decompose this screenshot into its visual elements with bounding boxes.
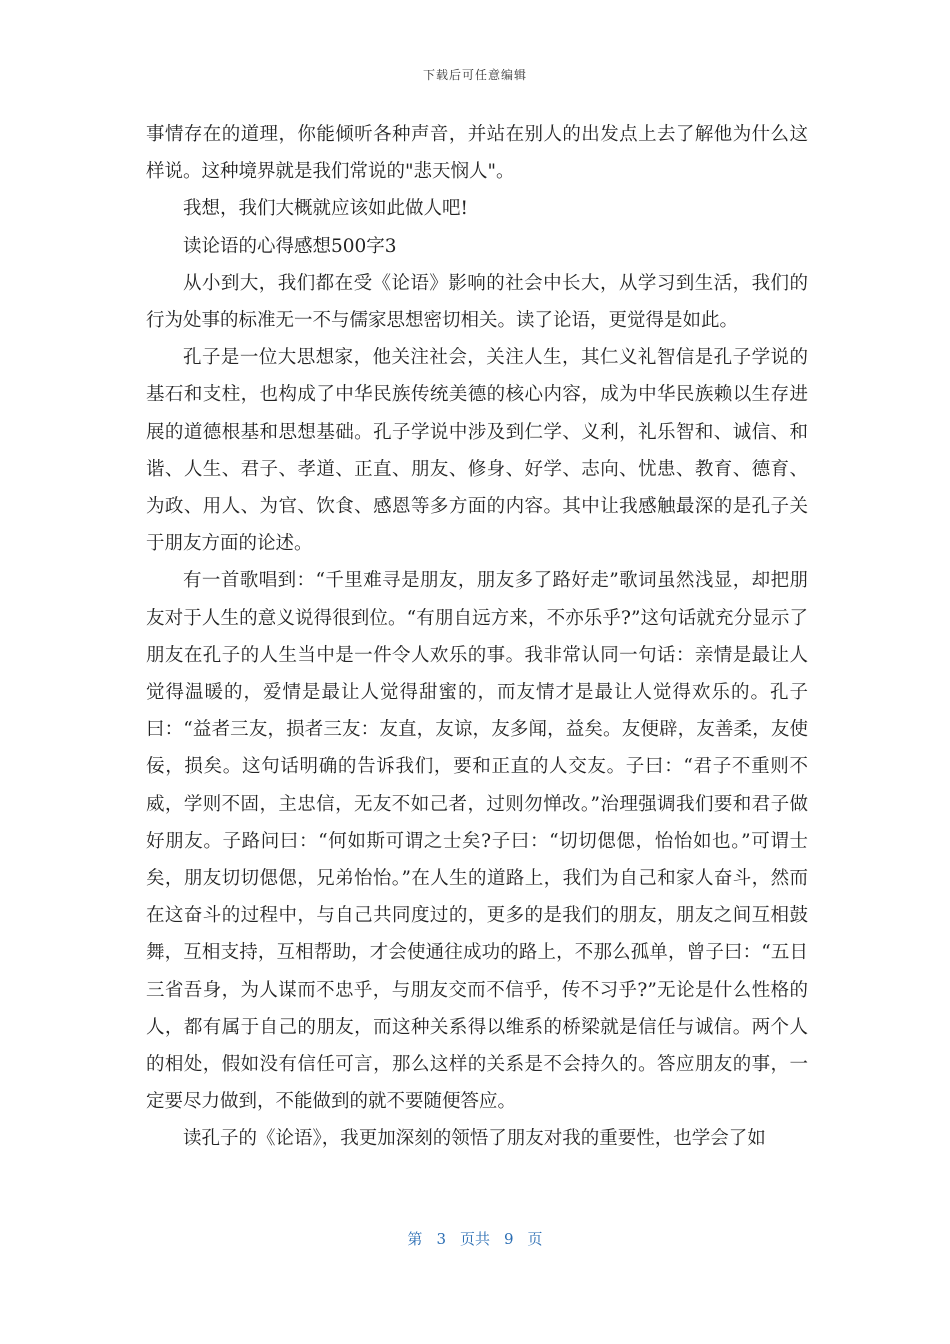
footer-middle: 页共 bbox=[459, 1230, 490, 1248]
footer-page-number: 3 bbox=[436, 1230, 446, 1248]
document-body bbox=[146, 116, 808, 1158]
paragraph: 有一首歌唱到：“千里难寻是朋友，朋友多了路好走”歌词虽然浅显，却把朋友对于人生的意义说得很到位。“有朋自远方来，不亦乐乎?”这句话就充分显示了朋友在孔子的人生当中是一件令人欢乐的事。我非常认同一句话：亲情是最让人觉得温暖的，爱情是最让人觉得甜蜜的，而友情才是最让人觉得欢乐的。孔子曰：“益者三友，损者三友：友直，友谅，友多闻，益矣。友便辟，友善柔，友使佞，损矣。这句话明确的告诉我们，要和正直的人交友。子曰：“君子不重则不威，学则不固，主忠信，无友不如己者，过则勿惮改。”治理强调我们要和君子做好朋友。子路问曰：“何如斯可谓之士矣?子曰：“切切偲偲，怡怡如也。”可谓士矣，朋友切切偲偲，兄弟怡怡。”在人生的道路上，我们为自己和家人奋斗，然而在这奋斗的过程中，与自己共同度过的，更多的是我们的朋友，朋友之间互相鼓舞，互相支持，互相帮助，才会使通往成功的路上，不那么孤单，曾子曰：“五日三省吾身，为人谋而不忠乎，与朋友交而不信乎，传不习乎?”无论是什么性格的人，都有属于自己的朋友，而这种关系得以维系的桥梁就是信任与诚信。两个人的相处，假如没有信任可言，那么这样的关系是不会持久的。答应朋友的事，一定要尽力做到，不能做到的就不要随便答应。 bbox=[146, 570, 808, 1113]
footer-suffix: 页 bbox=[527, 1230, 543, 1248]
paragraph: 读孔子的《论语》，我更加深刻的领悟了朋友对我的重要性，也学会了如 bbox=[183, 1128, 766, 1150]
paragraph: 从小到大，我们都在受《论语》影响的社会中长大，从学习到生活，我们的行为处事的标准无一不与儒家思想密切相关。读了论语，更觉得是如此。 bbox=[146, 272, 808, 332]
page-footer bbox=[0, 1228, 950, 1249]
footer-total-pages: 9 bbox=[504, 1230, 514, 1248]
section-heading: 读论语的心得感想500字3 bbox=[183, 235, 397, 257]
page-header: 下载后可任意编辑 bbox=[422, 68, 527, 82]
paragraph-continuation: 事情存在的道理，你能倾听各种声音，并站在别人的出发点上去了解他为什么这样说。这种境界就是我们常说的"悲天悯人"。 bbox=[146, 124, 808, 183]
paragraph: 孔子是一位大思想家，他关注社会，关注人生，其仁义礼智信是孔子学说的基石和支柱，也构成了中华民族传统美德的核心内容，成为中华民族赖以生存进展的道德根基和思想基础。孔子学说中涉及到仁学、义利，礼乐智和、诚信、和谐、人生、君子、孝道、正直、朋友、修身、好学、志向、忧患、教育、德育、为政、用人、为官、饮食、感恩等多方面的内容。其中让我感触最深的是孔子关于朋友方面的论述。 bbox=[146, 347, 808, 555]
paragraph: 我想，我们大概就应该如此做人吧! bbox=[183, 198, 468, 220]
footer-prefix: 第 bbox=[407, 1230, 423, 1248]
